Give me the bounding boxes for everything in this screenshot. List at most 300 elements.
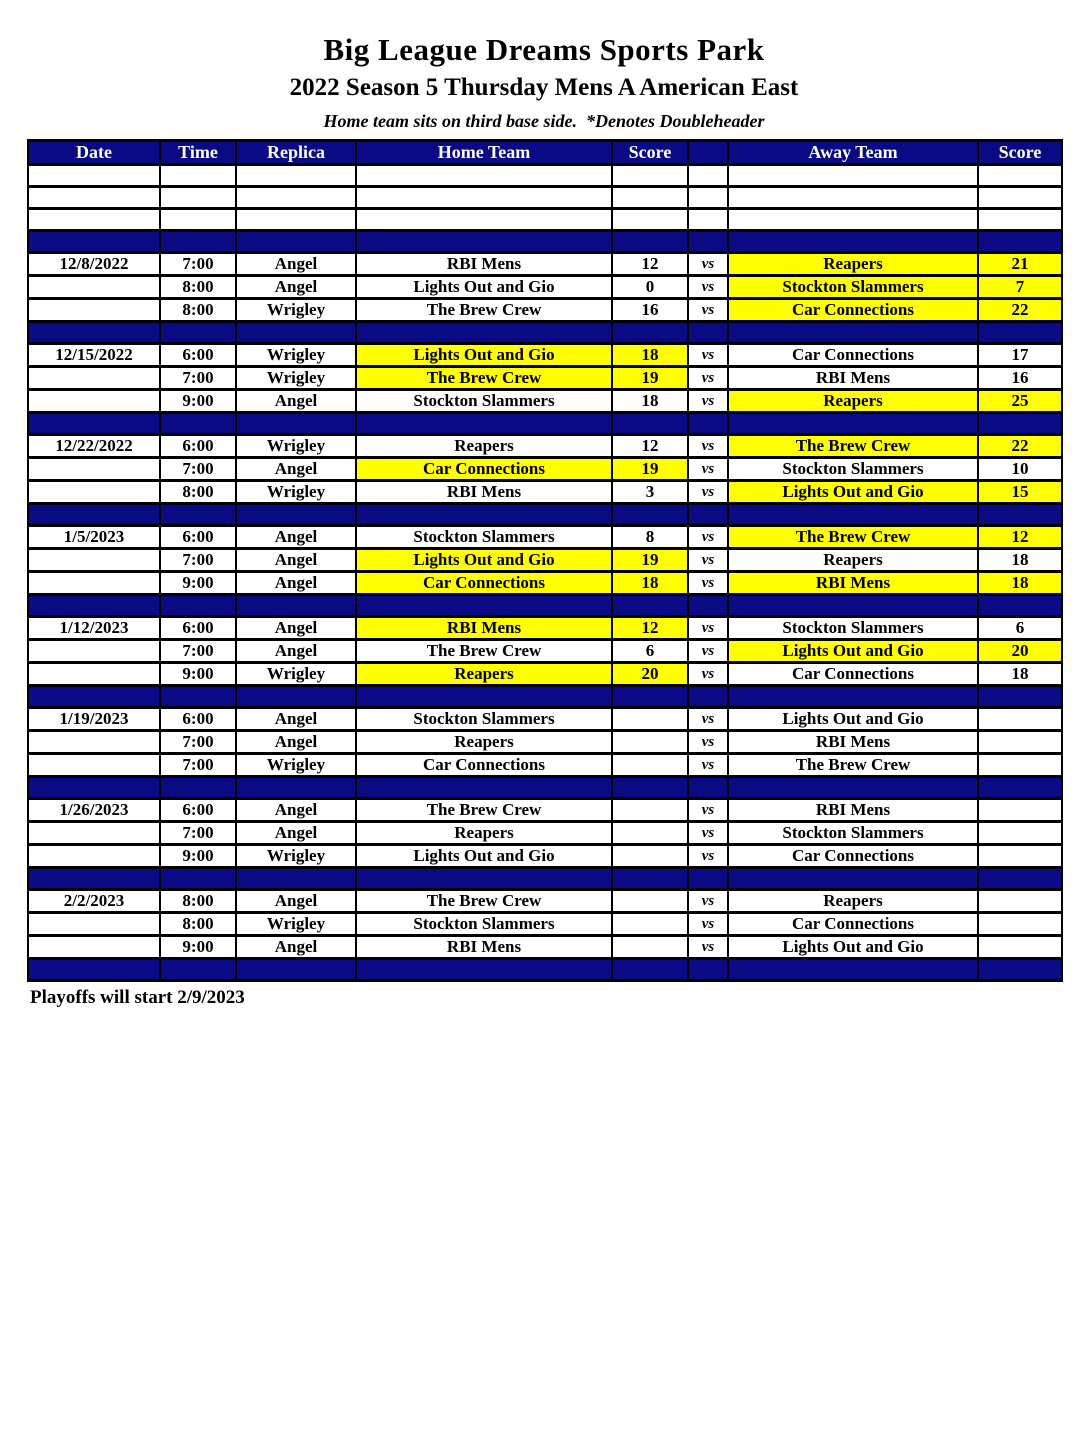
home-team-cell: The Brew Crew [356, 890, 612, 913]
home-score-cell: 19 [612, 458, 688, 481]
separator-cell [28, 959, 160, 981]
away-team-cell: Stockton Slammers [728, 458, 978, 481]
separator-cell [728, 686, 978, 708]
separator-cell [688, 504, 728, 526]
empty-cell [160, 165, 236, 187]
game-row [28, 549, 1062, 572]
home-score-cell [612, 822, 688, 845]
column-header-home-team: Home Team [356, 141, 612, 165]
time-cell: 6:00 [160, 617, 236, 640]
away-team-cell: The Brew Crew [728, 754, 978, 777]
vs-cell: vs [688, 640, 728, 663]
time-cell: 7:00 [160, 822, 236, 845]
replica-cell: Wrigley [236, 299, 356, 322]
home-score-cell: 3 [612, 481, 688, 504]
date-cell [28, 845, 160, 868]
game-row [28, 845, 1062, 868]
game-row [28, 367, 1062, 390]
date-cell [28, 936, 160, 959]
vs-cell: vs [688, 799, 728, 822]
separator-cell [728, 868, 978, 890]
game-row [28, 731, 1062, 754]
home-score-cell: 18 [612, 572, 688, 595]
game-row [28, 640, 1062, 663]
replica-cell: Wrigley [236, 845, 356, 868]
home-team-cell: Stockton Slammers [356, 708, 612, 731]
away-score-cell: 22 [978, 299, 1062, 322]
away-score-cell [978, 890, 1062, 913]
replica-cell: Angel [236, 936, 356, 959]
separator-cell [28, 413, 160, 435]
separator-row [28, 686, 1062, 708]
separator-cell [728, 322, 978, 344]
replica-cell: Angel [236, 276, 356, 299]
separator-cell [688, 413, 728, 435]
home-score-cell: 6 [612, 640, 688, 663]
separator-cell [356, 595, 612, 617]
separator-cell [978, 413, 1062, 435]
time-cell: 7:00 [160, 731, 236, 754]
separator-cell [688, 777, 728, 799]
date-cell: 1/26/2023 [28, 799, 160, 822]
away-score-cell: 18 [978, 549, 1062, 572]
separator-cell [728, 595, 978, 617]
away-team-cell: Reapers [728, 390, 978, 413]
date-cell: 1/12/2023 [28, 617, 160, 640]
away-team-cell: Car Connections [728, 344, 978, 367]
empty-row [28, 209, 1062, 231]
date-cell [28, 390, 160, 413]
separator-row [28, 595, 1062, 617]
separator-cell [236, 777, 356, 799]
away-score-cell [978, 936, 1062, 959]
away-team-cell: Stockton Slammers [728, 822, 978, 845]
home-score-cell [612, 731, 688, 754]
separator-cell [612, 777, 688, 799]
home-team-cell: Lights Out and Gio [356, 344, 612, 367]
empty-row [28, 165, 1062, 187]
separator-cell [978, 322, 1062, 344]
separator-cell [688, 595, 728, 617]
column-header-time: Time [160, 141, 236, 165]
separator-cell [28, 868, 160, 890]
time-cell: 7:00 [160, 458, 236, 481]
vs-cell: vs [688, 663, 728, 686]
home-team-note: Home team sits on third base side. *Denotes Doubleheader [323, 111, 765, 131]
separator-cell [160, 959, 236, 981]
away-team-cell: RBI Mens [728, 799, 978, 822]
empty-cell [688, 165, 728, 187]
home-team-cell: Reapers [356, 822, 612, 845]
separator-cell [978, 686, 1062, 708]
date-cell: 12/22/2022 [28, 435, 160, 458]
home-team-cell: Stockton Slammers [356, 390, 612, 413]
game-row [28, 526, 1062, 549]
home-score-cell: 0 [612, 276, 688, 299]
date-cell [28, 481, 160, 504]
time-cell: 6:00 [160, 708, 236, 731]
column-header-score: Score [978, 141, 1062, 165]
separator-cell [612, 504, 688, 526]
time-cell: 9:00 [160, 390, 236, 413]
replica-cell: Wrigley [236, 435, 356, 458]
date-cell [28, 276, 160, 299]
separator-cell [978, 868, 1062, 890]
vs-cell: vs [688, 481, 728, 504]
separator-row [28, 413, 1062, 435]
vs-cell: vs [688, 549, 728, 572]
date-cell [28, 913, 160, 936]
replica-cell: Angel [236, 708, 356, 731]
home-score-cell: 20 [612, 663, 688, 686]
schedule-page [0, 32, 1088, 1009]
table-header [28, 141, 1062, 165]
game-row [28, 822, 1062, 845]
time-cell: 7:00 [160, 754, 236, 777]
away-score-cell [978, 731, 1062, 754]
vs-cell: vs [688, 890, 728, 913]
away-team-cell: Lights Out and Gio [728, 708, 978, 731]
vs-cell: vs [688, 708, 728, 731]
empty-cell [688, 209, 728, 231]
separator-cell [612, 231, 688, 253]
vs-cell: vs [688, 754, 728, 777]
empty-cell [236, 165, 356, 187]
separator-cell [28, 686, 160, 708]
replica-cell: Wrigley [236, 344, 356, 367]
empty-cell [236, 209, 356, 231]
away-score-cell: 16 [978, 367, 1062, 390]
time-cell: 8:00 [160, 913, 236, 936]
date-cell: 1/19/2023 [28, 708, 160, 731]
header-row [28, 141, 1062, 165]
time-cell: 6:00 [160, 799, 236, 822]
separator-cell [612, 322, 688, 344]
separator-cell [160, 413, 236, 435]
separator-cell [160, 231, 236, 253]
away-team-cell: Car Connections [728, 845, 978, 868]
away-score-cell [978, 845, 1062, 868]
vs-cell: vs [688, 390, 728, 413]
empty-cell [28, 209, 160, 231]
replica-cell: Angel [236, 253, 356, 276]
time-cell: 7:00 [160, 253, 236, 276]
separator-cell [612, 686, 688, 708]
table-body [28, 165, 1062, 981]
separator-cell [688, 686, 728, 708]
empty-cell [728, 209, 978, 231]
away-team-cell: Lights Out and Gio [728, 640, 978, 663]
away-team-cell: Car Connections [728, 663, 978, 686]
vs-cell: vs [688, 458, 728, 481]
empty-cell [356, 209, 612, 231]
home-team-cell: Lights Out and Gio [356, 549, 612, 572]
time-cell: 6:00 [160, 526, 236, 549]
home-score-cell: 18 [612, 344, 688, 367]
separator-cell [236, 322, 356, 344]
replica-cell: Angel [236, 640, 356, 663]
game-row [28, 799, 1062, 822]
separator-cell [28, 777, 160, 799]
separator-cell [160, 686, 236, 708]
home-score-cell: 18 [612, 390, 688, 413]
date-cell [28, 663, 160, 686]
away-team-cell: Stockton Slammers [728, 276, 978, 299]
home-team-cell: Stockton Slammers [356, 526, 612, 549]
game-row [28, 276, 1062, 299]
empty-cell [160, 209, 236, 231]
away-team-cell: Car Connections [728, 913, 978, 936]
vs-cell: vs [688, 299, 728, 322]
home-team-cell: The Brew Crew [356, 799, 612, 822]
home-team-cell: Lights Out and Gio [356, 276, 612, 299]
away-score-cell [978, 754, 1062, 777]
separator-cell [28, 595, 160, 617]
home-score-cell [612, 845, 688, 868]
separator-cell [356, 231, 612, 253]
vs-cell: vs [688, 822, 728, 845]
replica-cell: Angel [236, 390, 356, 413]
replica-cell: Angel [236, 572, 356, 595]
date-cell [28, 822, 160, 845]
separator-row [28, 777, 1062, 799]
game-row [28, 708, 1062, 731]
home-score-cell [612, 708, 688, 731]
date-cell [28, 731, 160, 754]
separator-cell [236, 868, 356, 890]
vs-cell: vs [688, 913, 728, 936]
home-team-cell: The Brew Crew [356, 640, 612, 663]
separator-cell [688, 231, 728, 253]
date-cell [28, 549, 160, 572]
home-score-cell [612, 936, 688, 959]
empty-cell [978, 165, 1062, 187]
empty-cell [356, 165, 612, 187]
empty-cell [28, 187, 160, 209]
column-header-vs [688, 141, 728, 165]
game-row [28, 572, 1062, 595]
time-cell: 8:00 [160, 276, 236, 299]
away-score-cell: 18 [978, 572, 1062, 595]
column-header-date: Date [28, 141, 160, 165]
vs-cell: vs [688, 845, 728, 868]
away-score-cell [978, 822, 1062, 845]
separator-cell [978, 504, 1062, 526]
game-row [28, 890, 1062, 913]
separator-cell [728, 959, 978, 981]
empty-cell [978, 187, 1062, 209]
game-row [28, 390, 1062, 413]
replica-cell: Wrigley [236, 913, 356, 936]
time-cell: 9:00 [160, 663, 236, 686]
home-score-cell: 12 [612, 253, 688, 276]
separator-row [28, 504, 1062, 526]
separator-cell [688, 868, 728, 890]
replica-cell: Wrigley [236, 481, 356, 504]
separator-cell [236, 504, 356, 526]
replica-cell: Wrigley [236, 367, 356, 390]
separator-cell [236, 959, 356, 981]
home-team-cell: The Brew Crew [356, 367, 612, 390]
date-cell: 2/2/2023 [28, 890, 160, 913]
home-team-cell: Lights Out and Gio [356, 845, 612, 868]
away-score-cell: 20 [978, 640, 1062, 663]
empty-cell [688, 187, 728, 209]
separator-cell [356, 686, 612, 708]
date-cell [28, 754, 160, 777]
column-header-replica: Replica [236, 141, 356, 165]
replica-cell: Wrigley [236, 754, 356, 777]
separator-cell [612, 413, 688, 435]
separator-cell [612, 595, 688, 617]
separator-row [28, 322, 1062, 344]
home-score-cell [612, 799, 688, 822]
home-team-cell: Stockton Slammers [356, 913, 612, 936]
separator-cell [160, 322, 236, 344]
separator-row [28, 868, 1062, 890]
separator-row [28, 231, 1062, 253]
game-row [28, 458, 1062, 481]
home-team-cell: Reapers [356, 731, 612, 754]
separator-cell [160, 595, 236, 617]
replica-cell: Angel [236, 890, 356, 913]
replica-cell: Angel [236, 731, 356, 754]
time-cell: 9:00 [160, 936, 236, 959]
separator-cell [612, 868, 688, 890]
separator-cell [978, 959, 1062, 981]
home-team-cell: Car Connections [356, 754, 612, 777]
empty-cell [728, 187, 978, 209]
home-score-cell [612, 890, 688, 913]
away-team-cell: The Brew Crew [728, 435, 978, 458]
separator-cell [356, 504, 612, 526]
separator-cell [236, 413, 356, 435]
replica-cell: Angel [236, 526, 356, 549]
separator-cell [28, 231, 160, 253]
replica-cell: Wrigley [236, 663, 356, 686]
away-score-cell: 17 [978, 344, 1062, 367]
separator-cell [978, 777, 1062, 799]
home-score-cell: 16 [612, 299, 688, 322]
separator-cell [356, 777, 612, 799]
away-score-cell: 25 [978, 390, 1062, 413]
home-score-cell: 19 [612, 367, 688, 390]
date-cell [28, 640, 160, 663]
away-score-cell: 21 [978, 253, 1062, 276]
home-team-cell: RBI Mens [356, 253, 612, 276]
empty-cell [356, 187, 612, 209]
empty-cell [728, 165, 978, 187]
time-cell: 7:00 [160, 549, 236, 572]
date-cell: 1/5/2023 [28, 526, 160, 549]
vs-cell: vs [688, 435, 728, 458]
vs-cell: vs [688, 936, 728, 959]
home-team-cell: Car Connections [356, 572, 612, 595]
column-header-away-team: Away Team [728, 141, 978, 165]
away-team-cell: Stockton Slammers [728, 617, 978, 640]
away-score-cell: 18 [978, 663, 1062, 686]
vs-cell: vs [688, 367, 728, 390]
away-score-cell: 22 [978, 435, 1062, 458]
vs-cell: vs [688, 276, 728, 299]
separator-cell [688, 322, 728, 344]
separator-cell [160, 777, 236, 799]
away-team-cell: RBI Mens [728, 572, 978, 595]
separator-cell [236, 231, 356, 253]
separator-cell [356, 413, 612, 435]
away-team-cell: Reapers [728, 253, 978, 276]
home-team-cell: Reapers [356, 663, 612, 686]
vs-cell: vs [688, 617, 728, 640]
away-score-cell [978, 799, 1062, 822]
away-team-cell: Lights Out and Gio [728, 936, 978, 959]
away-team-cell: Reapers [728, 890, 978, 913]
home-score-cell: 12 [612, 435, 688, 458]
away-team-cell: RBI Mens [728, 367, 978, 390]
time-cell: 9:00 [160, 845, 236, 868]
date-cell [28, 572, 160, 595]
game-row [28, 617, 1062, 640]
replica-cell: Angel [236, 822, 356, 845]
replica-cell: Angel [236, 549, 356, 572]
time-cell: 7:00 [160, 640, 236, 663]
empty-cell [612, 187, 688, 209]
separator-cell [160, 504, 236, 526]
schedule-table [27, 139, 1063, 982]
empty-cell [236, 187, 356, 209]
home-score-cell [612, 754, 688, 777]
home-team-cell: RBI Mens [356, 936, 612, 959]
away-score-cell [978, 708, 1062, 731]
empty-cell [978, 209, 1062, 231]
time-cell: 8:00 [160, 481, 236, 504]
separator-cell [728, 231, 978, 253]
column-header-score: Score [612, 141, 688, 165]
vs-cell: vs [688, 731, 728, 754]
separator-cell [236, 686, 356, 708]
home-team-cell: RBI Mens [356, 617, 612, 640]
game-row [28, 663, 1062, 686]
separator-cell [728, 413, 978, 435]
separator-cell [728, 777, 978, 799]
game-row [28, 481, 1062, 504]
home-team-cell: Reapers [356, 435, 612, 458]
home-team-cell: RBI Mens [356, 481, 612, 504]
vs-cell: vs [688, 253, 728, 276]
separator-row [28, 959, 1062, 981]
replica-cell: Angel [236, 617, 356, 640]
empty-cell [612, 209, 688, 231]
date-cell [28, 458, 160, 481]
game-row [28, 299, 1062, 322]
game-row [28, 754, 1062, 777]
away-score-cell: 10 [978, 458, 1062, 481]
away-team-cell: The Brew Crew [728, 526, 978, 549]
vs-cell: vs [688, 526, 728, 549]
home-score-cell: 12 [612, 617, 688, 640]
time-cell: 9:00 [160, 572, 236, 595]
away-team-cell: RBI Mens [728, 731, 978, 754]
empty-cell [28, 165, 160, 187]
separator-cell [978, 595, 1062, 617]
away-score-cell: 12 [978, 526, 1062, 549]
away-team-cell: Reapers [728, 549, 978, 572]
vs-cell: vs [688, 572, 728, 595]
game-row [28, 913, 1062, 936]
home-score-cell [612, 913, 688, 936]
away-team-cell: Lights Out and Gio [728, 481, 978, 504]
replica-cell: Angel [236, 458, 356, 481]
